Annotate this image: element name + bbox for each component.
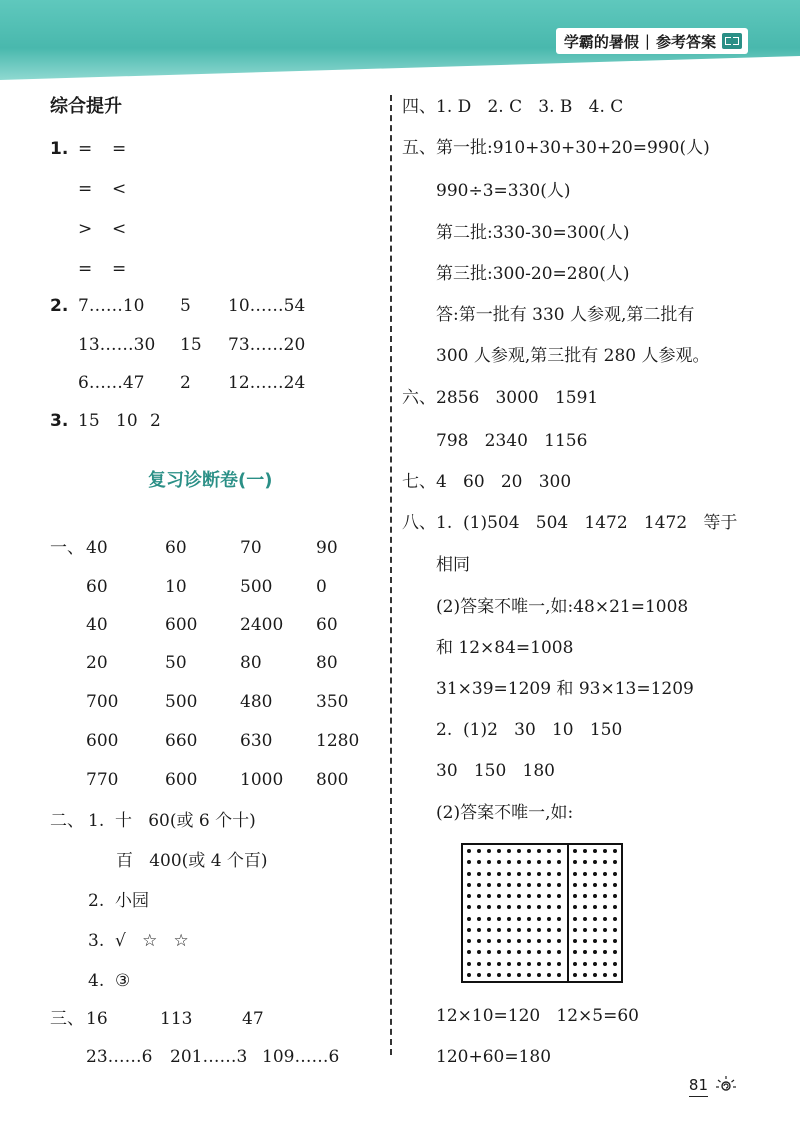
- s1-cell-r2-c3: 60: [316, 615, 338, 635]
- grid-dot: [613, 849, 617, 853]
- grid-dot: [507, 973, 511, 977]
- s2-label: 二、: [50, 811, 84, 831]
- grid-dot: [557, 883, 561, 887]
- q1-r1-a: =: [78, 179, 93, 199]
- q1-r2-a: >: [78, 219, 93, 239]
- calc-line-0: 12×10=120 12×5=60: [436, 1006, 639, 1026]
- grid-dot: [537, 962, 541, 966]
- s8-line-2: (2)答案不唯一,如:48×21=1008: [436, 597, 689, 617]
- dot-grid-figure: [461, 843, 623, 983]
- grid-dot: [487, 894, 491, 898]
- grid-dot: [487, 883, 491, 887]
- s5-line-1: 990÷3=330(人): [436, 181, 571, 201]
- grid-dot: [547, 883, 551, 887]
- grid-dot: [603, 905, 607, 909]
- s3-r1-a: 16: [86, 1009, 108, 1029]
- grid-dot: [517, 962, 521, 966]
- grid-dot: [547, 917, 551, 921]
- review-title: 复习诊断卷(一): [148, 470, 273, 491]
- s5-line-5: 300 人参观,第三批有 280 人参观。: [436, 346, 710, 366]
- grid-dot: [573, 917, 577, 921]
- grid-dot: [547, 939, 551, 943]
- grid-dot: [583, 962, 587, 966]
- grid-dot: [517, 860, 521, 864]
- s1-cell-r6-c0: 770: [86, 770, 119, 790]
- grid-dot: [497, 973, 501, 977]
- q1-r1-b: <: [112, 179, 127, 199]
- q2-r2-c: 12……24: [228, 373, 306, 393]
- grid-dot: [547, 894, 551, 898]
- grid-dot: [517, 950, 521, 954]
- grid-dot: [613, 973, 617, 977]
- grid-dot: [527, 928, 531, 932]
- grid-dot: [467, 849, 471, 853]
- grid-dot: [517, 928, 521, 932]
- grid-dot: [497, 872, 501, 876]
- s1-cell-r4-c0: 700: [86, 692, 119, 712]
- grid-dot: [467, 950, 471, 954]
- grid-dot: [593, 950, 597, 954]
- grid-dot: [573, 939, 577, 943]
- grid-dot: [547, 973, 551, 977]
- grid-dot: [583, 973, 587, 977]
- grid-dot: [547, 950, 551, 954]
- grid-dot: [497, 883, 501, 887]
- s8-line-4: 31×39=1209 和 93×13=1209: [436, 679, 694, 699]
- grid-dot: [517, 905, 521, 909]
- q1-r0-b: =: [112, 139, 127, 159]
- grid-dot: [557, 894, 561, 898]
- s1-cell-r5-c3: 1280: [316, 731, 360, 751]
- grid-dot: [477, 905, 481, 909]
- grid-dot: [603, 928, 607, 932]
- grid-dot: [603, 872, 607, 876]
- q2-r2-b: 2: [180, 373, 191, 393]
- grid-dot: [583, 939, 587, 943]
- s2-item-2: 2. 小园: [88, 891, 150, 911]
- grid-dot: [537, 928, 541, 932]
- q1-number: 1.: [50, 139, 69, 159]
- s3-label: 三、: [50, 1009, 84, 1029]
- grid-dot: [467, 872, 471, 876]
- grid-dot: [507, 928, 511, 932]
- grid-dot: [507, 860, 511, 864]
- grid-dot: [527, 950, 531, 954]
- grid-dot: [477, 883, 481, 887]
- grid-dot: [593, 894, 597, 898]
- grid-dot: [507, 849, 511, 853]
- grid-dot: [603, 950, 607, 954]
- grid-dot: [613, 962, 617, 966]
- s1-cell-r5-c2: 630: [240, 731, 273, 751]
- grid-dot: [603, 883, 607, 887]
- grid-dot: [613, 872, 617, 876]
- grid-dot: [527, 849, 531, 853]
- grid-dot: [527, 939, 531, 943]
- s1-cell-r3-c0: 20: [86, 653, 108, 673]
- grid-dot: [593, 973, 597, 977]
- s2-item-4: 4. ③: [88, 971, 131, 991]
- header-section: 参考答案: [655, 32, 716, 51]
- grid-dot: [527, 962, 531, 966]
- grid-dot: [527, 872, 531, 876]
- grid-dot: [487, 905, 491, 909]
- grid-dot: [557, 950, 561, 954]
- grid-dot: [583, 917, 587, 921]
- grid-dot: [573, 894, 577, 898]
- grid-dot: [557, 860, 561, 864]
- s5-line-4: 答:第一批有 330 人参观,第二批有: [436, 305, 695, 325]
- grid-dot: [517, 939, 521, 943]
- s1-cell-r4-c2: 480: [240, 692, 273, 712]
- grid-dot: [537, 939, 541, 943]
- grid-dot: [467, 860, 471, 864]
- grid-dot: [593, 849, 597, 853]
- header-separator: |: [644, 32, 650, 50]
- grid-dot: [573, 860, 577, 864]
- grid-dot: [583, 883, 587, 887]
- grid-dot: [537, 894, 541, 898]
- grid-dot: [557, 849, 561, 853]
- grid-dot: [557, 962, 561, 966]
- grid-dot: [497, 905, 501, 909]
- grid-dot: [487, 928, 491, 932]
- q1-r3-a: =: [78, 259, 93, 279]
- column-divider: [390, 95, 392, 1055]
- grid-dot: [557, 928, 561, 932]
- grid-dot: [603, 894, 607, 898]
- grid-dot: [487, 962, 491, 966]
- grid-dot: [613, 860, 617, 864]
- calc-line-1: 120+60=180: [436, 1047, 552, 1067]
- s3-r2-c: 109……6: [262, 1047, 340, 1067]
- s8-line-0: 八、1. (1)504 504 1472 1472 等于: [402, 513, 738, 533]
- s1-cell-r1-c3: 0: [316, 577, 327, 597]
- grid-dot: [593, 962, 597, 966]
- grid-dot: [477, 849, 481, 853]
- grid-dot: [547, 962, 551, 966]
- q1-r3-b: =: [112, 259, 127, 279]
- grid-dot: [477, 917, 481, 921]
- header-brand: 学霸的暑假: [563, 32, 639, 51]
- grid-dot: [547, 860, 551, 864]
- grid-dot: [467, 894, 471, 898]
- s3-r2-b: 201……3: [170, 1047, 248, 1067]
- grid-dot: [537, 973, 541, 977]
- grid-dot: [603, 917, 607, 921]
- s1-cell-r1-c2: 500: [240, 577, 273, 597]
- s1-cell-r0-c3: 90: [316, 538, 338, 558]
- q2-r0-c: 10……54: [228, 296, 306, 316]
- grid-dot: [603, 962, 607, 966]
- grid-dot: [573, 928, 577, 932]
- grid-dot: [583, 849, 587, 853]
- grid-dot: [507, 917, 511, 921]
- grid-dot: [583, 872, 587, 876]
- grid-dot: [593, 860, 597, 864]
- grid-dot: [613, 939, 617, 943]
- s6-line-0: 六、2856 3000 1591: [402, 388, 599, 408]
- q2-r1-c: 73……20: [228, 335, 306, 355]
- grid-dot: [593, 917, 597, 921]
- q1-r2-b: <: [112, 219, 127, 239]
- grid-dot: [487, 872, 491, 876]
- grid-dot: [557, 973, 561, 977]
- s8-line-6: 30 150 180: [436, 761, 555, 781]
- grid-dot: [497, 950, 501, 954]
- grid-dot: [467, 905, 471, 909]
- grid-dot: [467, 928, 471, 932]
- s1-cell-r2-c1: 600: [165, 615, 198, 635]
- grid-dot: [517, 973, 521, 977]
- s1-cell-r4-c1: 500: [165, 692, 198, 712]
- q3-v1: 10: [116, 411, 138, 431]
- grid-dot: [573, 849, 577, 853]
- grid-dot: [537, 917, 541, 921]
- grid-dot: [613, 928, 617, 932]
- grid-dot: [547, 928, 551, 932]
- s5-line-3: 第三批:300-20=280(人): [436, 264, 630, 284]
- s1-cell-r5-c1: 660: [165, 731, 198, 751]
- grid-dot: [603, 860, 607, 864]
- s8-line-7: (2)答案不唯一,如:: [436, 803, 574, 823]
- grid-dot: [487, 917, 491, 921]
- s8-line-1: 相同: [436, 555, 470, 575]
- grid-dot: [583, 860, 587, 864]
- grid-dot: [467, 939, 471, 943]
- page-number: 81: [689, 1076, 708, 1097]
- s1-cell-r5-c0: 600: [86, 731, 119, 751]
- grid-dot: [497, 962, 501, 966]
- grid-dot: [477, 928, 481, 932]
- grid-dot: [537, 905, 541, 909]
- grid-dot: [603, 939, 607, 943]
- s1-cell-r3-c2: 80: [240, 653, 262, 673]
- s1-cell-r1-c1: 10: [165, 577, 187, 597]
- s1-cell-r6-c1: 600: [165, 770, 198, 790]
- q1-r0-a: =: [78, 139, 93, 159]
- grid-dot: [573, 883, 577, 887]
- grid-dot: [477, 939, 481, 943]
- grid-dot: [557, 917, 561, 921]
- q2-r2-a: 6……47: [78, 373, 145, 393]
- grid-dot: [517, 883, 521, 887]
- s1-cell-r0-c1: 60: [165, 538, 187, 558]
- s3-r2-a: 23……6: [86, 1047, 153, 1067]
- s3-r1-c: 47: [242, 1009, 264, 1029]
- s8-line-5: 2. (1)2 30 10 150: [436, 720, 623, 740]
- grid-dot: [467, 962, 471, 966]
- q2-r0-b: 5: [180, 296, 191, 316]
- grid-dot: [487, 950, 491, 954]
- grid-dot: [527, 917, 531, 921]
- grid-dot: [613, 894, 617, 898]
- grid-dot: [507, 905, 511, 909]
- grid-dot: [517, 917, 521, 921]
- section-title-zonghe: 综合提升: [50, 96, 122, 117]
- grid-dot: [583, 905, 587, 909]
- s5-line-0: 五、第一批:910+30+30+20=990(人): [402, 138, 710, 158]
- grid-dot: [507, 950, 511, 954]
- grid-dot: [507, 894, 511, 898]
- grid-dot: [557, 939, 561, 943]
- grid-dot: [527, 973, 531, 977]
- q2-r1-a: 13……30: [78, 335, 156, 355]
- grid-dot: [487, 849, 491, 853]
- grid-dot: [477, 860, 481, 864]
- grid-dot: [613, 883, 617, 887]
- grid-dot: [477, 894, 481, 898]
- grid-dot: [613, 950, 617, 954]
- grid-dot: [467, 883, 471, 887]
- grid-dot: [583, 928, 587, 932]
- grid-dot: [497, 860, 501, 864]
- s2-item-1b: 百 400(或 4 个百): [116, 851, 268, 871]
- s2-item-3: 3. √ ☆ ☆: [88, 931, 189, 951]
- grid-dot: [467, 917, 471, 921]
- grid-dot: [497, 849, 501, 853]
- grid-dot: [583, 950, 587, 954]
- s1-cell-r3-c1: 50: [165, 653, 187, 673]
- grid-dot: [477, 962, 481, 966]
- grid-dot: [517, 849, 521, 853]
- s1-cell-r3-c3: 80: [316, 653, 338, 673]
- s1-cell-r1-c0: 60: [86, 577, 108, 597]
- grid-dot: [497, 894, 501, 898]
- grid-dot: [537, 860, 541, 864]
- grid-dot: [487, 939, 491, 943]
- grid-dot: [593, 872, 597, 876]
- s1-cell-r2-c2: 2400: [240, 615, 284, 635]
- grid-dot: [547, 872, 551, 876]
- header-tag: [556, 28, 748, 54]
- q3-v0: 15: [78, 411, 100, 431]
- s7-answers: 七、4 60 20 300: [402, 472, 572, 492]
- grid-dot: [477, 950, 481, 954]
- grid-dot: [583, 894, 587, 898]
- s1-cell-r6-c2: 1000: [240, 770, 284, 790]
- s1-cell-r0-c2: 70: [240, 538, 262, 558]
- grid-dot: [557, 872, 561, 876]
- grid-dot: [537, 950, 541, 954]
- s1-cell-r2-c0: 40: [86, 615, 108, 635]
- s4-answers: 四、1. D 2. C 3. B 4. C: [402, 97, 624, 117]
- grid-dot: [593, 928, 597, 932]
- grid-dot: [507, 883, 511, 887]
- book-icon: [722, 33, 742, 49]
- grid-dot: [527, 860, 531, 864]
- grid-dot: [573, 962, 577, 966]
- grid-dot: [573, 872, 577, 876]
- grid-dot: [507, 962, 511, 966]
- grid-dot: [517, 894, 521, 898]
- q3-number: 3.: [50, 411, 69, 431]
- grid-dot: [537, 883, 541, 887]
- grid-dot: [613, 905, 617, 909]
- s1-label: 一、: [50, 538, 84, 558]
- grid-dot: [593, 883, 597, 887]
- grid-dot: [477, 872, 481, 876]
- grid-dot: [527, 905, 531, 909]
- q2-number: 2.: [50, 296, 69, 316]
- grid-dot: [537, 872, 541, 876]
- q3-v2: 2: [150, 411, 161, 431]
- grid-dot: [517, 872, 521, 876]
- grid-dot: [467, 973, 471, 977]
- grid-dot: [557, 905, 561, 909]
- grid-dot: [593, 939, 597, 943]
- grid-dot: [507, 872, 511, 876]
- grid-dot: [593, 905, 597, 909]
- grid-dot: [497, 917, 501, 921]
- grid-dot: [487, 860, 491, 864]
- grid-dot: [573, 973, 577, 977]
- grid-dot: [527, 883, 531, 887]
- s1-cell-r4-c3: 350: [316, 692, 349, 712]
- grid-dot: [497, 939, 501, 943]
- q2-r1-b: 15: [180, 335, 202, 355]
- grid-dot: [537, 849, 541, 853]
- q2-r0-a: 7……10: [78, 296, 145, 316]
- grid-dot: [613, 917, 617, 921]
- s5-line-2: 第二批:330-30=300(人): [436, 223, 630, 243]
- s1-cell-r6-c3: 800: [316, 770, 349, 790]
- s2-item-1: 1. 十 60(或 6 个十): [88, 811, 256, 831]
- grid-dot: [573, 905, 577, 909]
- dot-grid-split-line: [567, 845, 569, 981]
- sun-swirl-icon: [714, 1074, 738, 1098]
- grid-dot: [507, 939, 511, 943]
- grid-dot: [603, 973, 607, 977]
- s8-line-3: 和 12×84=1008: [436, 638, 574, 658]
- grid-dot: [477, 973, 481, 977]
- grid-dot: [573, 950, 577, 954]
- grid-dot: [547, 849, 551, 853]
- grid-dot: [603, 849, 607, 853]
- s1-cell-r0-c0: 40: [86, 538, 108, 558]
- grid-dot: [497, 928, 501, 932]
- grid-dot: [527, 894, 531, 898]
- grid-dot: [487, 973, 491, 977]
- grid-dot: [547, 905, 551, 909]
- s6-line-1: 798 2340 1156: [436, 431, 588, 451]
- s3-r1-b: 113: [160, 1009, 193, 1029]
